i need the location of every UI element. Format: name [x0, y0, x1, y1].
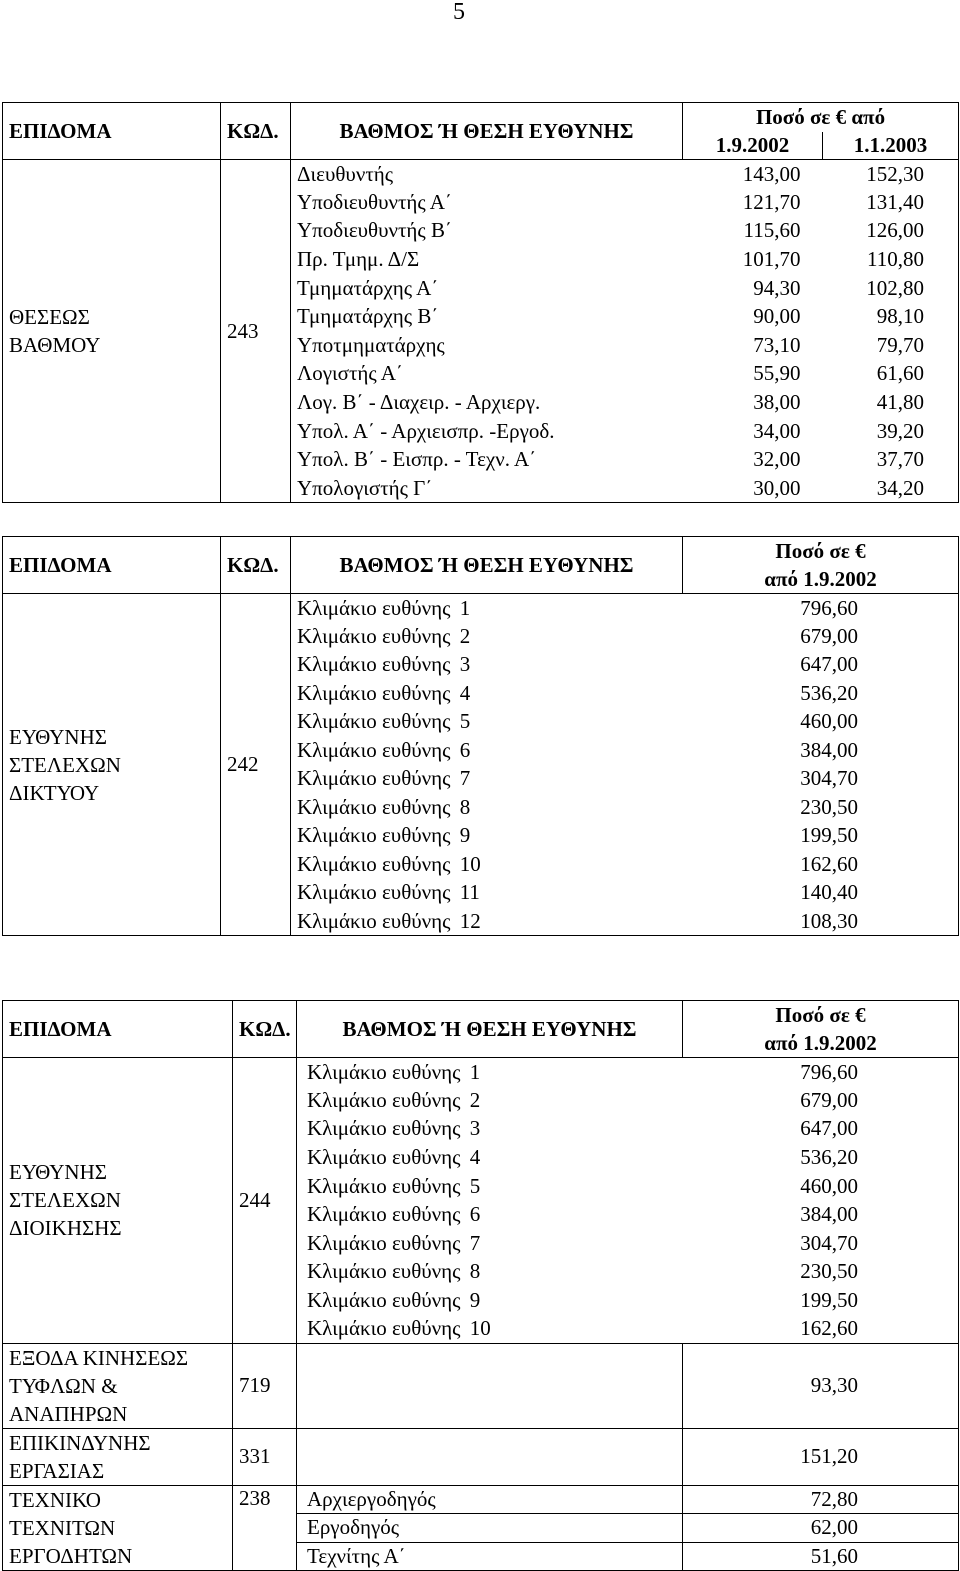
position-label: Κλιμάκιο ευθύνης — [307, 1145, 461, 1170]
position-cell — [297, 1542, 683, 1570]
scale-number: 1 — [469, 1059, 481, 1084]
scale-number: 2 — [469, 1087, 481, 1112]
position-cell — [291, 360, 683, 389]
position-label: Τεχνίτης Α΄ — [307, 1543, 406, 1568]
table-row — [3, 1485, 959, 1513]
position-label: Κλιμάκιο ευθύνης — [307, 1288, 461, 1313]
position-label: Εργοδηγός — [307, 1515, 400, 1540]
value-1-9-2002: 143,00 — [742, 161, 801, 186]
position-label: Κλιμάκιο ευθύνης — [297, 880, 451, 905]
value-1-9-2002: 62,00 — [683, 1514, 959, 1542]
value-1-9-2002: 230,50 — [683, 793, 959, 822]
position-cell — [297, 1115, 683, 1144]
position-cell — [297, 1086, 683, 1115]
scale-number: 4 — [459, 680, 471, 705]
value-1-9-2002: 796,60 — [683, 1058, 959, 1087]
table-row — [3, 594, 959, 623]
position-cell — [291, 708, 683, 737]
position-cell — [291, 907, 683, 936]
position-label: Αρχιεργοδηγός — [307, 1487, 436, 1512]
value-1-1-2003: 98,10 — [823, 302, 959, 331]
value-1-9-2002: 199,50 — [683, 822, 959, 851]
value-1-9-2002: 72,80 — [683, 1485, 959, 1513]
position-cell — [291, 274, 683, 303]
scale-number: 11 — [459, 880, 480, 905]
scale-number: 3 — [459, 652, 471, 677]
position-cell — [291, 822, 683, 851]
position-cell — [297, 1143, 683, 1172]
position-label: Κλιμάκιο ευθύνης — [307, 1202, 461, 1227]
header-poso-line-2: από 1.9.2002 — [764, 1031, 877, 1055]
value-1-1-2003: 152,30 — [823, 160, 959, 189]
value-1-9-2002: 55,90 — [753, 361, 801, 386]
position-cell — [291, 850, 683, 879]
scale-number: 2 — [459, 623, 471, 648]
position-cell — [297, 1428, 683, 1485]
position-cell — [291, 474, 683, 503]
epidoma-cell: ΕΥΘΥΝΗΣ ΣΤΕΛΕΧΩΝ ΔΙΚΤΥΟΥ — [3, 594, 221, 936]
position-label: Κλιμάκιο ευθύνης — [297, 766, 451, 791]
scale-number: 7 — [459, 766, 471, 791]
header-epidoma: ΕΠΙΔΟΜΑ — [3, 103, 221, 160]
header-poso — [683, 1001, 959, 1058]
position-cell — [291, 217, 683, 246]
position-cell — [291, 160, 683, 189]
position-cell — [291, 331, 683, 360]
value-1-9-2002: 90,00 — [753, 304, 801, 329]
page-number: 5 — [453, 0, 465, 25]
value-1-9-2002: 647,00 — [683, 1115, 959, 1144]
header-date-2: 1.1.2003 — [823, 132, 959, 160]
position-cell — [297, 1058, 683, 1087]
value-1-1-2003: 37,70 — [823, 445, 959, 474]
value-1-9-2002: 93,30 — [683, 1343, 959, 1428]
kod-cell: 244 — [233, 1058, 297, 1344]
scale-number: 8 — [459, 794, 471, 819]
position-cell — [297, 1286, 683, 1315]
table-row — [3, 160, 959, 189]
scale-number: 1 — [459, 595, 471, 620]
position-label: Κλιμάκιο ευθύνης — [297, 851, 451, 876]
header-kod: ΚΩΔ. — [221, 537, 291, 594]
value-1-9-2002: 199,50 — [683, 1286, 959, 1315]
value-1-9-2002: 32,00 — [753, 447, 801, 472]
position-label: Κλιμάκιο ευθύνης — [297, 823, 451, 848]
epidoma-cell: ΕΠΙΚΙΝΔΥΝΗΣ ΕΡΓΑΣΙΑΣ — [3, 1428, 233, 1485]
position-cell — [291, 622, 683, 651]
value-1-1-2003: 39,20 — [823, 417, 959, 446]
table-efthynis-stelexon-dioikisis — [2, 1000, 959, 1571]
value-1-1-2003: 34,20 — [823, 474, 959, 503]
value-1-9-2002: 34,00 — [753, 418, 801, 443]
value-1-9-2002: 73,10 — [753, 332, 801, 357]
position-label: Πρ. Τμημ. Δ/Σ — [297, 247, 420, 272]
header-kod: ΚΩΔ. — [221, 103, 291, 160]
position-label: Κλιμάκιο ευθύνης — [307, 1230, 461, 1255]
value-1-9-2002: 108,30 — [683, 907, 959, 936]
position-label: Κλιμάκιο ευθύνης — [297, 737, 451, 762]
position-label: Υποδιευθυντής Α΄ — [297, 189, 452, 214]
header-vathmos: ΒΑΘΜΟΣ Ή ΘΕΣΗ ΕΥΘΥΝΗΣ — [297, 1001, 683, 1058]
value-1-9-2002: 460,00 — [683, 708, 959, 737]
value-1-9-2002: 162,60 — [683, 850, 959, 879]
header-vathmos: ΒΑΘΜΟΣ Ή ΘΕΣΗ ΕΥΘΥΝΗΣ — [291, 537, 683, 594]
header-poso: Ποσό σε € από — [683, 103, 959, 132]
value-1-9-2002: 304,70 — [683, 765, 959, 794]
scale-number: 5 — [469, 1173, 481, 1198]
header-epidoma: ΕΠΙΔΟΜΑ — [3, 537, 221, 594]
position-label: Κλιμάκιο ευθύνης — [297, 623, 451, 648]
value-1-9-2002: 51,60 — [683, 1542, 959, 1570]
position-label: Υπολ. Β΄ - Εισπρ. - Τεχν. Α΄ — [297, 447, 537, 472]
position-label: Τμηματάρχης Β΄ — [297, 304, 439, 329]
value-1-9-2002: 796,60 — [683, 594, 959, 623]
scale-number: 5 — [459, 709, 471, 734]
header-epidoma: ΕΠΙΔΟΜΑ — [3, 1001, 233, 1058]
position-label: Κλιμάκιο ευθύνης — [307, 1116, 461, 1141]
position-label: Κλιμάκιο ευθύνης — [307, 1316, 461, 1341]
value-1-1-2003: 79,70 — [823, 331, 959, 360]
scale-number: 4 — [469, 1145, 481, 1170]
position-cell — [291, 736, 683, 765]
position-cell — [291, 302, 683, 331]
value-1-9-2002: 38,00 — [753, 390, 801, 415]
position-label: Κλιμάκιο ευθύνης — [297, 680, 451, 705]
position-label: Διευθυντής — [297, 161, 394, 186]
header-vathmos: ΒΑΘΜΟΣ Ή ΘΕΣΗ ΕΥΘΥΝΗΣ — [291, 103, 683, 160]
value-1-9-2002: 115,60 — [743, 218, 801, 243]
position-label: Κλιμάκιο ευθύνης — [307, 1087, 461, 1112]
value-1-9-2002: 460,00 — [683, 1172, 959, 1201]
position-cell — [297, 1514, 683, 1542]
scale-number: 9 — [459, 823, 471, 848]
position-cell — [291, 594, 683, 623]
position-cell — [291, 793, 683, 822]
header-poso-line-1: Ποσό σε € — [775, 539, 866, 563]
value-1-9-2002: 230,50 — [683, 1258, 959, 1287]
header-date-1: 1.9.2002 — [683, 132, 823, 160]
position-cell — [291, 651, 683, 680]
position-label: Κλιμάκιο ευθύνης — [307, 1059, 461, 1084]
table-efthynis-stelexon-diktyou — [2, 536, 959, 936]
position-label: Υποδιευθυντής Β΄ — [297, 218, 452, 243]
position-label: Λογιστής Α΄ — [297, 361, 403, 386]
scale-number: 7 — [469, 1230, 481, 1255]
value-1-9-2002: 304,70 — [683, 1229, 959, 1258]
position-label: Υπολ. Α΄ - Αρχιεισπρ. -Εργοδ. — [297, 418, 555, 443]
kod-cell: 719 — [233, 1343, 297, 1428]
position-cell — [297, 1258, 683, 1287]
value-1-1-2003: 41,80 — [823, 388, 959, 417]
position-cell — [297, 1200, 683, 1229]
position-cell — [291, 188, 683, 217]
epidoma-cell: ΤΕΧΝΙΚΟ ΤΕΧΝΙΤΩΝ ΕΡΓΟΔΗΤΩΝ — [3, 1485, 233, 1570]
scale-number: 6 — [469, 1202, 481, 1227]
position-cell — [297, 1172, 683, 1201]
position-label: Κλιμάκιο ευθύνης — [297, 908, 451, 933]
position-label: Κλιμάκιο ευθύνης — [297, 709, 451, 734]
position-cell — [297, 1315, 683, 1344]
value-1-9-2002: 94,30 — [753, 275, 801, 300]
value-1-9-2002: 647,00 — [683, 651, 959, 680]
position-label: Κλιμάκιο ευθύνης — [297, 652, 451, 677]
header-poso-line-2: από 1.9.2002 — [764, 567, 877, 591]
scale-number: 9 — [469, 1288, 481, 1313]
value-1-1-2003: 126,00 — [823, 217, 959, 246]
kod-cell: 242 — [221, 594, 291, 936]
epidoma-cell: ΘΕΣΕΩΣ ΒΑΘΜΟΥ — [3, 160, 221, 503]
position-cell — [291, 679, 683, 708]
position-cell — [291, 245, 683, 274]
epidoma-cell: ΕΞΟΔΑ ΚΙΝΗΣΕΩΣ ΤΥΦΛΩΝ & ΑΝΑΠΗΡΩΝ — [3, 1343, 233, 1428]
position-label: Υποτμηματάρχης — [297, 332, 445, 357]
kod-cell: 238 — [233, 1485, 297, 1570]
position-label: Κλιμάκιο ευθύνης — [297, 794, 451, 819]
value-1-1-2003: 131,40 — [823, 188, 959, 217]
scale-number: 10 — [469, 1316, 491, 1341]
header-kod: ΚΩΔ. — [233, 1001, 297, 1058]
header-poso — [683, 537, 959, 594]
scale-number: 10 — [459, 851, 481, 876]
position-label: Κλιμάκιο ευθύνης — [307, 1173, 461, 1198]
value-1-9-2002: 121,70 — [742, 189, 801, 214]
position-cell — [291, 879, 683, 908]
table-theseos-vathmou — [2, 102, 959, 503]
position-cell — [297, 1229, 683, 1258]
scale-number: 8 — [469, 1259, 481, 1284]
header-poso-line-1: Ποσό σε € — [775, 1003, 866, 1027]
value-1-9-2002: 536,20 — [683, 679, 959, 708]
kod-cell: 331 — [233, 1428, 297, 1485]
value-1-9-2002: 30,00 — [683, 474, 823, 503]
value-1-9-2002: 384,00 — [683, 1200, 959, 1229]
position-cell — [291, 445, 683, 474]
table-row — [3, 1058, 959, 1087]
value-1-1-2003: 102,80 — [823, 274, 959, 303]
position-cell — [291, 388, 683, 417]
epidoma-cell: ΕΥΘΥΝΗΣ ΣΤΕΛΕΧΩΝ ΔΙΟΙΚΗΣΗΣ — [3, 1058, 233, 1344]
scale-number: 6 — [459, 737, 471, 762]
value-1-9-2002: 536,20 — [683, 1143, 959, 1172]
value-1-9-2002: 101,70 — [742, 247, 801, 272]
position-label: Κλιμάκιο ευθύνης — [297, 595, 451, 620]
value-1-1-2003: 61,60 — [823, 360, 959, 389]
value-1-9-2002: 162,60 — [683, 1315, 959, 1344]
value-1-9-2002: 384,00 — [683, 736, 959, 765]
value-1-9-2002: 679,00 — [683, 1086, 959, 1115]
value-1-9-2002: 140,40 — [683, 879, 959, 908]
position-cell — [297, 1485, 683, 1513]
position-label: Υπολογιστής Γ΄ — [297, 475, 433, 500]
value-1-9-2002: 679,00 — [683, 622, 959, 651]
table-row — [3, 1428, 959, 1485]
position-label: Τμηματάρχης Α΄ — [297, 275, 439, 300]
position-cell — [291, 417, 683, 446]
position-cell — [297, 1343, 683, 1428]
scale-number: 12 — [459, 908, 481, 933]
table-row — [3, 1343, 959, 1428]
position-label: Κλιμάκιο ευθύνης — [307, 1259, 461, 1284]
kod-cell: 243 — [221, 160, 291, 503]
position-cell — [291, 765, 683, 794]
value-1-1-2003: 110,80 — [823, 245, 959, 274]
value-1-9-2002: 151,20 — [683, 1428, 959, 1485]
scale-number: 3 — [469, 1116, 481, 1141]
position-label: Λογ. Β΄ - Διαχειρ. - Αρχιεργ. — [297, 390, 541, 415]
